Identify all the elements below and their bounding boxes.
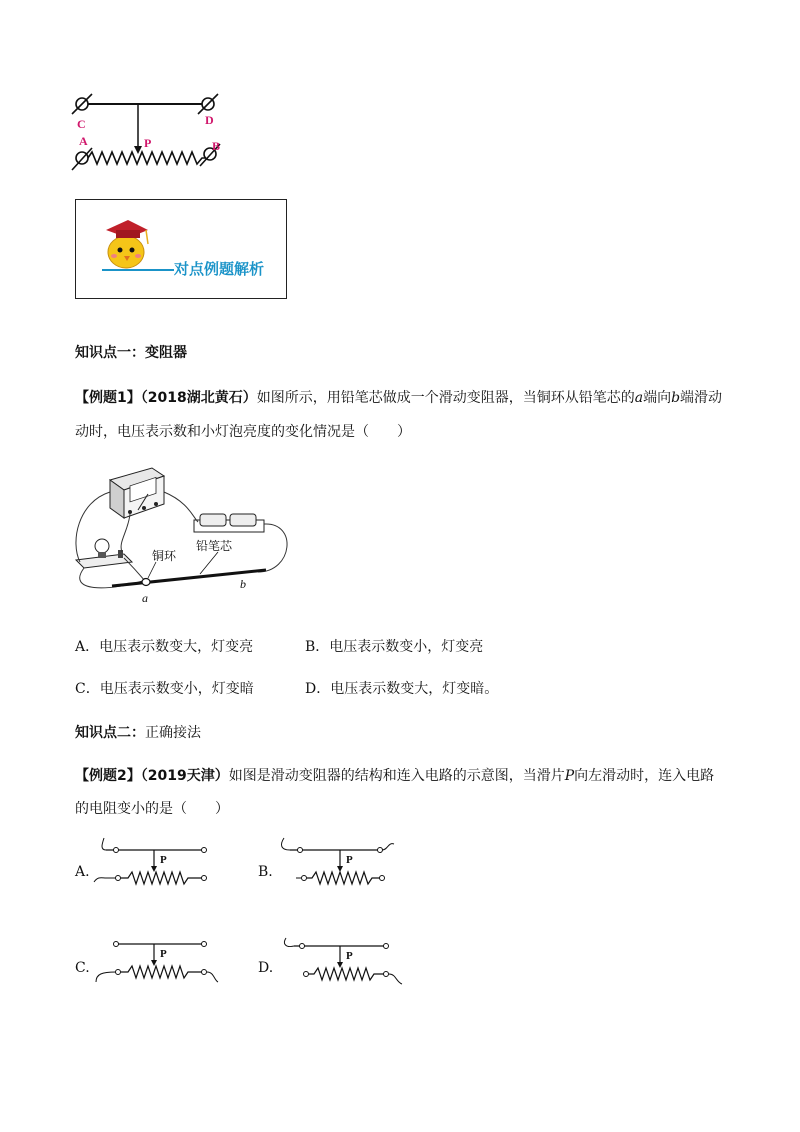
example1-line1: [75, 388, 722, 408]
example1-option-b[interactable]: B．电压表示数变小，灯变亮: [305, 639, 484, 655]
example1-text-a: 如图所示，用铅笔芯做成一个滑动变阻器，当铜环从铅笔芯的: [256, 390, 635, 406]
slider-p-label: P: [346, 950, 353, 962]
example1-tag: 【例题1】: [75, 390, 141, 406]
label-end-a: a: [142, 591, 148, 605]
example2-line2: 的电阻变小的是（ ）: [75, 801, 229, 817]
example1-option-a[interactable]: A．电压表示数变大，灯变亮: [75, 639, 254, 655]
example1-option-d[interactable]: D．电压表示数变大，灯变暗。: [305, 681, 499, 697]
label-copper-ring: 铜环: [152, 549, 177, 563]
voltmeter-icon: [110, 468, 164, 518]
terminal-label-d: D: [205, 113, 214, 127]
rheostat-option-a[interactable]: [92, 836, 222, 892]
example2-source: （2019天津）: [140, 768, 229, 784]
terminal-label-b: B: [212, 139, 221, 153]
example1-text-b: 端向: [643, 390, 672, 406]
label-pencil-lead: 铅笔芯: [196, 539, 233, 553]
section-heading-1: 知识点一：变阻器: [75, 345, 187, 361]
example1-var-b: b: [671, 390, 681, 406]
example2-text-b: 向左滑动时，连入电路: [574, 768, 715, 784]
label-end-b: b: [240, 577, 246, 591]
rheostat-option-d[interactable]: [280, 934, 410, 988]
rheostat-terminal-diagram: [60, 92, 240, 177]
slider-p-label: P: [160, 948, 167, 960]
example-section-banner: [75, 199, 287, 299]
example1-option-c[interactable]: C．电压表示数变小，灯变暗: [75, 681, 254, 697]
pencil-rheostat-circuit-figure: [68, 462, 298, 607]
example1-source: （2018湖北黄石）: [140, 390, 257, 406]
graduate-chick-icon: [102, 214, 152, 272]
section-heading-2-topic: 正确接法: [145, 725, 201, 741]
light-bulb-icon: [76, 539, 132, 568]
example2-text-a: 如图是滑动变阻器的结构和连入电路的示意图，当滑片: [228, 768, 565, 784]
battery-icon: [194, 514, 264, 532]
section-heading-2: [75, 723, 201, 743]
example2-var-p: P: [564, 768, 575, 784]
slider-p-label: P: [160, 854, 167, 866]
rheostat-option-c[interactable]: [92, 938, 222, 988]
example1-var-a: a: [634, 390, 644, 406]
slider-label-p: P: [144, 136, 152, 150]
example2-option-b-label[interactable]: B.: [258, 864, 273, 880]
slider-p-label: P: [346, 854, 353, 866]
example1-text-c: 端滑动: [680, 390, 723, 406]
example2-line1: [75, 766, 714, 786]
terminal-label-a: A: [79, 134, 88, 148]
rheostat-option-b[interactable]: [276, 836, 406, 892]
section-heading-2-label: 知识点二：: [75, 725, 145, 741]
terminal-label-c: C: [77, 117, 86, 131]
banner-underline: [102, 269, 174, 271]
example2-tag: 【例题2】: [75, 768, 141, 784]
example1-line2: 动时，电压表示数和小灯泡亮度的变化情况是（ ）: [75, 424, 411, 440]
example2-option-a-label[interactable]: A.: [75, 864, 90, 880]
example2-option-c-label[interactable]: C.: [75, 960, 90, 976]
example2-option-d-label[interactable]: D.: [258, 960, 274, 976]
banner-title: 对点例题解析: [174, 260, 265, 278]
